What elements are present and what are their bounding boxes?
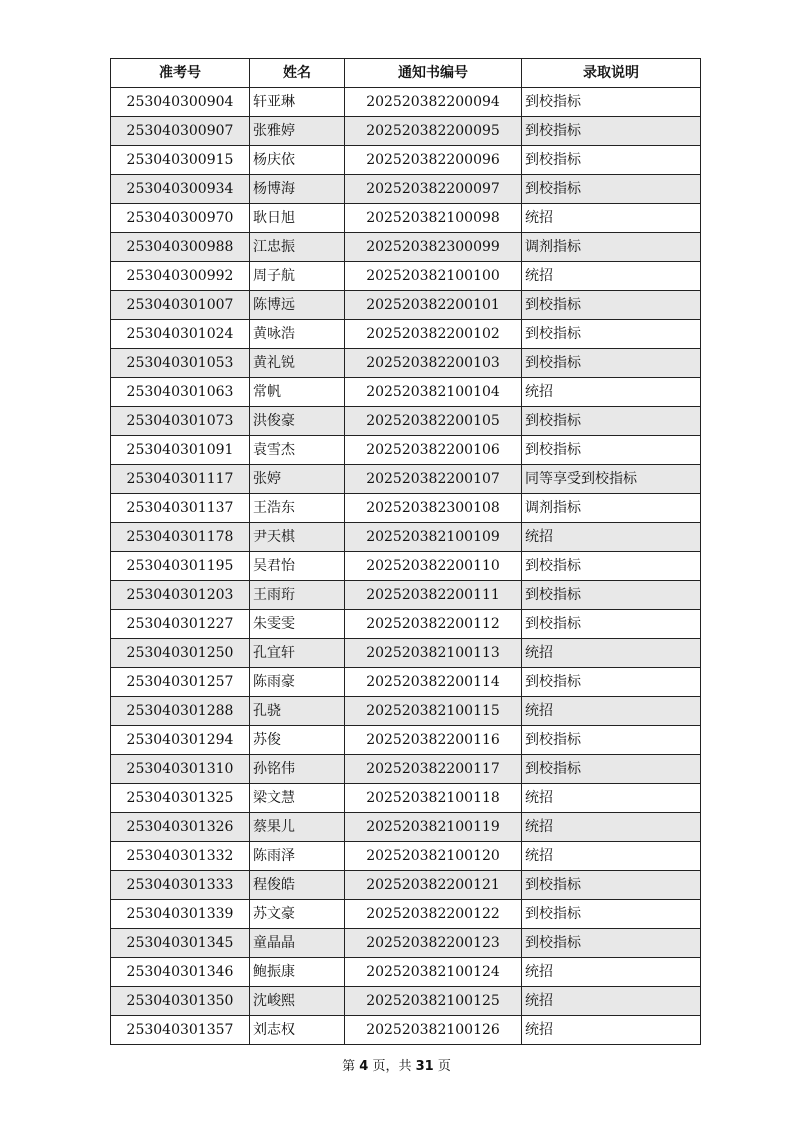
- cell-notice-number: 202520382100113: [345, 639, 522, 668]
- footer-middle: 页，共: [372, 1059, 412, 1074]
- footer-total-pages: 31: [415, 1059, 434, 1074]
- cell-exam-number: 253040301117: [111, 465, 250, 494]
- header-name: 姓名: [250, 59, 345, 88]
- table-row: [111, 349, 701, 378]
- cell-notice-number: 202520382100100: [345, 262, 522, 291]
- cell-name: 陈雨豪: [250, 668, 345, 697]
- cell-notice-number: 202520382200094: [345, 88, 522, 117]
- cell-name: 孙铭伟: [250, 755, 345, 784]
- cell-name: 张雅婷: [250, 117, 345, 146]
- table-row: [111, 987, 701, 1016]
- cell-exam-number: 253040301333: [111, 871, 250, 900]
- cell-exam-number: 253040301346: [111, 958, 250, 987]
- cell-name: 王雨珩: [250, 581, 345, 610]
- table-row: [111, 465, 701, 494]
- cell-exam-number: 253040300915: [111, 146, 250, 175]
- cell-name: 陈博远: [250, 291, 345, 320]
- cell-admission-note: 到校指标: [522, 552, 701, 581]
- cell-admission-note: 到校指标: [522, 291, 701, 320]
- cell-name: 张婷: [250, 465, 345, 494]
- cell-exam-number: 253040300904: [111, 88, 250, 117]
- cell-name: 周子航: [250, 262, 345, 291]
- table-row: [111, 175, 701, 204]
- cell-exam-number: 253040301357: [111, 1016, 250, 1045]
- table-row: [111, 813, 701, 842]
- cell-notice-number: 202520382200110: [345, 552, 522, 581]
- cell-exam-number: 253040301350: [111, 987, 250, 1016]
- cell-name: 童晶晶: [250, 929, 345, 958]
- cell-name: 吴君怡: [250, 552, 345, 581]
- table-row: [111, 436, 701, 465]
- cell-exam-number: 253040301073: [111, 407, 250, 436]
- cell-name: 杨庆依: [250, 146, 345, 175]
- footer-prefix: 第: [342, 1059, 356, 1074]
- cell-admission-note: 统招: [522, 987, 701, 1016]
- cell-notice-number: 202520382200103: [345, 349, 522, 378]
- cell-notice-number: 202520382100119: [345, 813, 522, 842]
- cell-notice-number: 202520382200114: [345, 668, 522, 697]
- admission-table: [110, 58, 701, 1045]
- table-row: [111, 233, 701, 262]
- cell-exam-number: 253040300970: [111, 204, 250, 233]
- cell-notice-number: 202520382100124: [345, 958, 522, 987]
- cell-name: 轩亚琳: [250, 88, 345, 117]
- cell-admission-note: 到校指标: [522, 668, 701, 697]
- cell-notice-number: 202520382100118: [345, 784, 522, 813]
- cell-exam-number: 253040300934: [111, 175, 250, 204]
- cell-exam-number: 253040301063: [111, 378, 250, 407]
- cell-name: 沈峻熙: [250, 987, 345, 1016]
- cell-exam-number: 253040301339: [111, 900, 250, 929]
- cell-admission-note: 统招: [522, 958, 701, 987]
- table-row: [111, 900, 701, 929]
- cell-name: 刘志权: [250, 1016, 345, 1045]
- cell-name: 程俊皓: [250, 871, 345, 900]
- cell-admission-note: 统招: [522, 697, 701, 726]
- cell-exam-number: 253040301007: [111, 291, 250, 320]
- table-row: [111, 639, 701, 668]
- cell-name: 王浩东: [250, 494, 345, 523]
- cell-admission-note: 到校指标: [522, 581, 701, 610]
- header-admission-note: 录取说明: [522, 59, 701, 88]
- table-row: [111, 378, 701, 407]
- cell-admission-note: 到校指标: [522, 436, 701, 465]
- cell-name: 常帆: [250, 378, 345, 407]
- table-row: [111, 262, 701, 291]
- cell-name: 蔡果儿: [250, 813, 345, 842]
- cell-exam-number: 253040301326: [111, 813, 250, 842]
- cell-notice-number: 202520382200101: [345, 291, 522, 320]
- header-notice-number: 通知书编号: [345, 59, 522, 88]
- cell-name: 杨博海: [250, 175, 345, 204]
- cell-notice-number: 202520382200116: [345, 726, 522, 755]
- cell-name: 江忠振: [250, 233, 345, 262]
- cell-admission-note: 到校指标: [522, 610, 701, 639]
- cell-admission-note: 到校指标: [522, 900, 701, 929]
- cell-admission-note: 统招: [522, 523, 701, 552]
- header-exam-number: 准考号: [111, 59, 250, 88]
- cell-notice-number: 202520382200097: [345, 175, 522, 204]
- cell-admission-note: 统招: [522, 784, 701, 813]
- cell-admission-note: 统招: [522, 378, 701, 407]
- table-row: [111, 842, 701, 871]
- table-row: [111, 523, 701, 552]
- table-row: [111, 146, 701, 175]
- cell-admission-note: 调剂指标: [522, 233, 701, 262]
- table-row: [111, 494, 701, 523]
- cell-notice-number: 202520382100120: [345, 842, 522, 871]
- table-row: [111, 117, 701, 146]
- cell-exam-number: 253040301053: [111, 349, 250, 378]
- cell-exam-number: 253040301178: [111, 523, 250, 552]
- cell-notice-number: 202520382200105: [345, 407, 522, 436]
- cell-notice-number: 202520382200102: [345, 320, 522, 349]
- cell-name: 鲍振康: [250, 958, 345, 987]
- cell-exam-number: 253040301250: [111, 639, 250, 668]
- cell-name: 孔骁: [250, 697, 345, 726]
- table-row: [111, 697, 701, 726]
- cell-admission-note: 统招: [522, 1016, 701, 1045]
- cell-exam-number: 253040301227: [111, 610, 250, 639]
- table-body: [111, 88, 701, 1045]
- cell-name: 朱雯雯: [250, 610, 345, 639]
- cell-admission-note: 到校指标: [522, 349, 701, 378]
- cell-admission-note: 统招: [522, 842, 701, 871]
- cell-admission-note: 同等享受到校指标: [522, 465, 701, 494]
- cell-exam-number: 253040301091: [111, 436, 250, 465]
- table-row: [111, 871, 701, 900]
- table-row: [111, 291, 701, 320]
- cell-admission-note: 统招: [522, 204, 701, 233]
- cell-admission-note: 到校指标: [522, 320, 701, 349]
- cell-notice-number: 202520382300099: [345, 233, 522, 262]
- cell-admission-note: 统招: [522, 639, 701, 668]
- cell-notice-number: 202520382200117: [345, 755, 522, 784]
- cell-exam-number: 253040301325: [111, 784, 250, 813]
- table-row: [111, 320, 701, 349]
- table-row: [111, 784, 701, 813]
- cell-notice-number: 202520382200111: [345, 581, 522, 610]
- cell-exam-number: 253040301294: [111, 726, 250, 755]
- cell-admission-note: 到校指标: [522, 88, 701, 117]
- cell-notice-number: 202520382100098: [345, 204, 522, 233]
- cell-notice-number: 202520382100104: [345, 378, 522, 407]
- cell-exam-number: 253040300988: [111, 233, 250, 262]
- table-row: [111, 726, 701, 755]
- cell-notice-number: 202520382200122: [345, 900, 522, 929]
- cell-name: 黄咏浩: [250, 320, 345, 349]
- cell-admission-note: 到校指标: [522, 117, 701, 146]
- cell-notice-number: 202520382200096: [345, 146, 522, 175]
- cell-notice-number: 202520382200106: [345, 436, 522, 465]
- cell-admission-note: 到校指标: [522, 929, 701, 958]
- cell-name: 耿日旭: [250, 204, 345, 233]
- table-row: [111, 407, 701, 436]
- cell-exam-number: 253040301332: [111, 842, 250, 871]
- cell-exam-number: 253040300907: [111, 117, 250, 146]
- table-row: [111, 668, 701, 697]
- cell-exam-number: 253040301195: [111, 552, 250, 581]
- table-row: [111, 958, 701, 987]
- cell-notice-number: 202520382100109: [345, 523, 522, 552]
- cell-notice-number: 202520382300108: [345, 494, 522, 523]
- cell-admission-note: 到校指标: [522, 146, 701, 175]
- cell-name: 袁雪杰: [250, 436, 345, 465]
- cell-name: 孔宜轩: [250, 639, 345, 668]
- cell-notice-number: 202520382100126: [345, 1016, 522, 1045]
- table-row: [111, 552, 701, 581]
- cell-name: 黄礼锐: [250, 349, 345, 378]
- cell-exam-number: 253040301310: [111, 755, 250, 784]
- cell-admission-note: 统招: [522, 262, 701, 291]
- cell-exam-number: 253040301345: [111, 929, 250, 958]
- cell-admission-note: 到校指标: [522, 755, 701, 784]
- cell-admission-note: 调剂指标: [522, 494, 701, 523]
- table-row: [111, 610, 701, 639]
- page-footer: [0, 1055, 793, 1074]
- cell-notice-number: 202520382200112: [345, 610, 522, 639]
- cell-exam-number: 253040301257: [111, 668, 250, 697]
- cell-exam-number: 253040301288: [111, 697, 250, 726]
- cell-notice-number: 202520382100115: [345, 697, 522, 726]
- footer-suffix: 页: [437, 1059, 451, 1074]
- cell-name: 苏俊: [250, 726, 345, 755]
- cell-admission-note: 统招: [522, 813, 701, 842]
- table-row: [111, 755, 701, 784]
- table-header-row: [111, 59, 701, 88]
- cell-name: 苏文豪: [250, 900, 345, 929]
- table-row: [111, 88, 701, 117]
- table-row: [111, 1016, 701, 1045]
- cell-notice-number: 202520382200107: [345, 465, 522, 494]
- cell-name: 梁文慧: [250, 784, 345, 813]
- cell-admission-note: 到校指标: [522, 726, 701, 755]
- table-row: [111, 929, 701, 958]
- cell-name: 陈雨泽: [250, 842, 345, 871]
- cell-exam-number: 253040300992: [111, 262, 250, 291]
- footer-page-number: 4: [359, 1059, 369, 1074]
- cell-notice-number: 202520382200123: [345, 929, 522, 958]
- table-row: [111, 581, 701, 610]
- cell-notice-number: 202520382200095: [345, 117, 522, 146]
- cell-name: 洪俊豪: [250, 407, 345, 436]
- cell-notice-number: 202520382200121: [345, 871, 522, 900]
- cell-exam-number: 253040301203: [111, 581, 250, 610]
- cell-exam-number: 253040301137: [111, 494, 250, 523]
- cell-admission-note: 到校指标: [522, 175, 701, 204]
- cell-admission-note: 到校指标: [522, 407, 701, 436]
- cell-notice-number: 202520382100125: [345, 987, 522, 1016]
- table-row: [111, 204, 701, 233]
- cell-admission-note: 到校指标: [522, 871, 701, 900]
- cell-exam-number: 253040301024: [111, 320, 250, 349]
- cell-name: 尹天棋: [250, 523, 345, 552]
